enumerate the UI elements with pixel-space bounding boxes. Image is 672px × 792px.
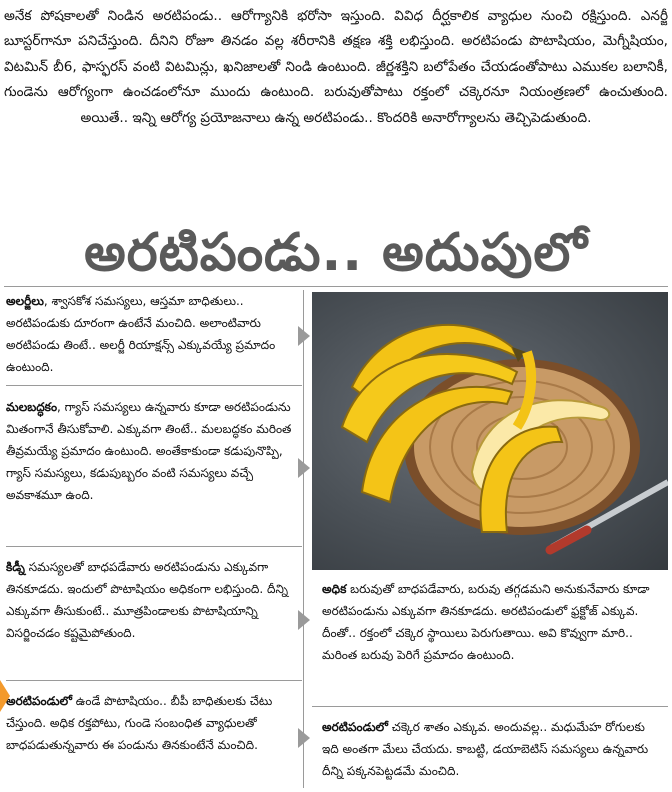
tip-constipation-lead: మలబద్ధకం [6,400,58,414]
divider-2 [6,546,302,547]
tip-constipation-arrow [298,458,310,478]
tip-allergies-text: , శ్వాసకోశ సమస్యలు, ఆస్తమా బాధితులు.. అరటిపండుకు దూరంగా ఉంటేనే మంచిది. అలాంటివారు అరటిపండు తింటే.. అలర్జీ రియాక్షన్స్ ఎక్కువయ్యే ప్రమాదం ఉంటుంది. [6,294,276,374]
divider-right [312,706,668,707]
banana-photo [312,292,668,570]
banana-illustration [312,292,668,570]
tip-allergies [6,290,296,382]
tip-diabetes-text: చక్కెర శాతం ఎక్కువ. అందువల్ల.. మధుమేహ రోగులకు ఇది అంతగా మేలు చేయదు. కాబట్టి, డయాబెటిస్ సమస్యలు ఉన్నవారు దీన్ని పక్కనపెట్టడమే మంచిది. [322,720,649,778]
headline: అరటిపండు.. అదుపులో [84,223,588,283]
tip-constipation [6,396,296,536]
tip-allergies-arrow [298,326,310,346]
tip-bp [6,690,296,788]
divider-3 [6,680,302,681]
tip-bp-arrow [298,728,310,748]
tip-kidney-arrow [298,610,310,630]
tip-kidney-lead: కిడ్నీ [6,560,25,574]
divider-1 [6,385,302,386]
headline-rule [4,286,668,287]
tip-weight-text: బరువుతో బాధపడేవారు, బరువు తగ్గడమని అనుకునేవారు కూడా అరటిపండును ఎక్కువగా తినకూడదు. అరటిపండులో ఫ్రక్టోజ్ ఎక్కువ. దీంతో.. రక్తంలో చక్కెర స్థాయిలు పెరుగుతాయి. అవి కొవ్వుగా మారి.. మరింత బరువు పెరిగే ప్రమాదం ఉంటుంది. [322,582,650,662]
tip-constipation-text: , గ్యాస్ సమస్యలు ఉన్నవారు కూడా అరటిపండును మితంగానే తీసుకోవాలి. ఎక్కువగా తింటే.. మలబద్ధకం మరింత తీవ్రమయ్యే ప్రమాదం ఉంటుంది. అంతేకాకుండా కడుపునొప్పి, గ్యాస్ సమస్యలు, కడుపుబ్బరం వంటి సమస్యలు వచ్చే అవకాశమూ ఉంది. [6,400,292,502]
tip-diabetes [322,716,664,788]
column-divider [303,290,304,788]
page-edge-marker [0,680,10,712]
tip-bp-text: ఉండే పొటాషియం.. బీపీ బాధితులకు చేటు చేస్తుంది. అధిక రక్తపోటు, గుండె సంబంధిత వ్యాధులతో బాధపడుతున్నవారు ఈ పండును తినకుంటేనే మంచిది. [6,694,273,752]
tip-weight-lead: అధిక [322,582,347,596]
intro-paragraph: అనేక పోషకాలతో నిండిన అరటిపండు.. ఆరోగ్యానికి భరోసా ఇస్తుంది. వివిధ దీర్ఘకాలిక వ్యాధుల నుంచి రక్షిస్తుంది. ఎనర్జీ బూస్టర్‌గానూ పనిచేస్తుంది. దీనిని రోజూ తినడం వల్ల శరీరానికి తక్షణ శక్తి లభిస్తుంది. అరటిపండు పొటాషియం, మెగ్నీషియం, విటమిన్ బీ6, ఫాస్ఫరస్ వంటి విటమిన్లు, ఖనిజాలతో నిండి ఉంటుంది. జీర్ణశక్తిని బలోపేతం చేయడంతోపాటు ఎముకల బలానికీ, గుండెను ఆరోగ్యంగా ఉంచడంలోనూ ముందు ఉంటుంది. బరువుతోపాటు రక్తంలో చక్కెరనూ నియంత్రణలో ఉంచుతుంది. అయితే.. ఇన్ని ఆరోగ్య ప్రయోజనాలు ఉన్న అరటిపండు.. కొందరికి అనారోగ్యాలను తెచ్చిపెడుతుంది. [4,8,668,126]
tip-diabetes-lead: అరటిపండులో [322,720,388,734]
tip-bp-lead: అరటిపండులో [6,694,72,708]
tip-weight [322,578,664,698]
tip-kidney-text: సమస్యలతో బాధపడేవారు అరటిపండును ఎక్కువగా తినకూడదు. ఇందులో పొటాషియం అధికంగా లభిస్తుంది. దీన్ని ఎక్కువగా తీసుకుంటే.. మూత్రపిండాలకు పొటాషియాన్ని విసర్జించడం కష్టమైపోతుంది. [6,560,289,640]
tip-allergies-lead: అలర్జీలు [6,294,44,308]
tip-kidney [6,556,296,674]
